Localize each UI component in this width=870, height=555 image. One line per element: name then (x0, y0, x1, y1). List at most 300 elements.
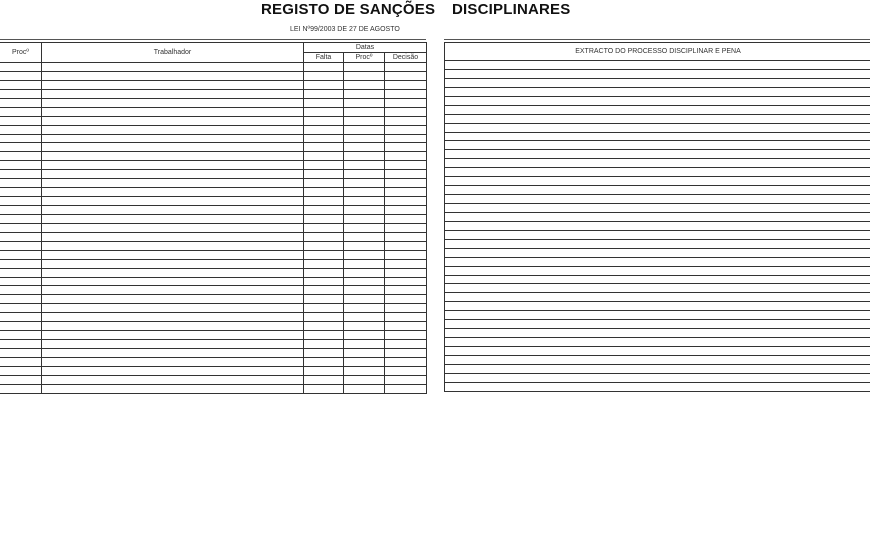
cell-decisao (385, 232, 427, 241)
cell-decisao (385, 357, 427, 366)
cell-falta (304, 241, 344, 250)
cell-proc-date (344, 375, 385, 384)
cell-extract (445, 221, 870, 230)
cell-proc-date (344, 161, 385, 170)
cell-extract (445, 212, 870, 221)
cell-extract (445, 329, 870, 338)
cell-extract (445, 302, 870, 311)
cell-trabalhador (42, 250, 304, 259)
cell-proc-date (344, 331, 385, 340)
header-decisao: Decisão (385, 53, 427, 63)
cell-decisao (385, 286, 427, 295)
cell-trabalhador (42, 179, 304, 188)
cell-decisao (385, 304, 427, 313)
cell-decisao (385, 375, 427, 384)
cell-decisao (385, 63, 427, 72)
cell-trabalhador (42, 331, 304, 340)
cell-decisao (385, 313, 427, 322)
register-row (0, 63, 427, 72)
cell-decisao (385, 295, 427, 304)
extract-row (445, 96, 870, 105)
cell-falta (304, 322, 344, 331)
cell-decisao (385, 161, 427, 170)
cell-extract (445, 311, 870, 320)
cell-proc (0, 63, 42, 72)
cell-decisao (385, 241, 427, 250)
cell-trabalhador (42, 206, 304, 215)
cell-trabalhador (42, 188, 304, 197)
cell-trabalhador (42, 170, 304, 179)
cell-proc-date (344, 241, 385, 250)
cell-falta (304, 223, 344, 232)
register-row (0, 214, 427, 223)
cell-decisao (385, 107, 427, 116)
extract-row (445, 311, 870, 320)
cell-decisao (385, 116, 427, 125)
cell-extract (445, 204, 870, 213)
cell-falta (304, 286, 344, 295)
header-extracto: EXTRACTO DO PROCESSO DISCIPLINAR E PENA (445, 43, 870, 61)
register-row (0, 152, 427, 161)
extract-row (445, 230, 870, 239)
cell-falta (304, 250, 344, 259)
cell-extract (445, 159, 870, 168)
cell-proc-date (344, 170, 385, 179)
cell-trabalhador (42, 286, 304, 295)
extract-row (445, 195, 870, 204)
extract-row (445, 373, 870, 382)
cell-decisao (385, 366, 427, 375)
cell-proc (0, 80, 42, 89)
cell-decisao (385, 206, 427, 215)
cell-proc (0, 286, 42, 295)
cell-falta (304, 107, 344, 116)
cell-proc-date (344, 63, 385, 72)
cell-proc (0, 71, 42, 80)
cell-proc-date (344, 322, 385, 331)
cell-proc (0, 340, 42, 349)
register-row (0, 134, 427, 143)
cell-proc (0, 170, 42, 179)
extract-row (445, 204, 870, 213)
cell-falta (304, 89, 344, 98)
cell-proc-date (344, 366, 385, 375)
cell-trabalhador (42, 197, 304, 206)
cell-falta (304, 232, 344, 241)
register-row (0, 188, 427, 197)
cell-proc-date (344, 134, 385, 143)
cell-proc-date (344, 206, 385, 215)
cell-extract (445, 382, 870, 391)
cell-proc (0, 197, 42, 206)
header-proc: Procº (0, 43, 42, 63)
cell-decisao (385, 322, 427, 331)
header-trabalhador: Trabalhador (42, 43, 304, 63)
register-row (0, 259, 427, 268)
extract-row (445, 293, 870, 302)
cell-trabalhador (42, 313, 304, 322)
cell-trabalhador (42, 161, 304, 170)
cell-proc (0, 116, 42, 125)
cell-extract (445, 168, 870, 177)
extract-row (445, 105, 870, 114)
cell-decisao (385, 152, 427, 161)
cell-proc (0, 313, 42, 322)
cell-proc-date (344, 250, 385, 259)
title-disciplinares: DISCIPLINARES (452, 1, 571, 18)
cell-proc-date (344, 89, 385, 98)
cell-falta (304, 63, 344, 72)
cell-trabalhador (42, 116, 304, 125)
cell-proc-date (344, 232, 385, 241)
cell-proc (0, 259, 42, 268)
extract-row (445, 320, 870, 329)
cell-falta (304, 375, 344, 384)
cell-decisao (385, 259, 427, 268)
cell-trabalhador (42, 322, 304, 331)
cell-proc-date (344, 116, 385, 125)
cell-falta (304, 143, 344, 152)
cell-decisao (385, 197, 427, 206)
extract-row (445, 78, 870, 87)
cell-proc (0, 375, 42, 384)
register-row (0, 357, 427, 366)
register-row (0, 80, 427, 89)
cell-proc-date (344, 349, 385, 358)
cell-proc (0, 152, 42, 161)
cell-proc-date (344, 125, 385, 134)
cell-trabalhador (42, 295, 304, 304)
cell-falta (304, 340, 344, 349)
register-row (0, 206, 427, 215)
cell-extract (445, 266, 870, 275)
cell-extract (445, 257, 870, 266)
cell-proc-date (344, 80, 385, 89)
cell-decisao (385, 98, 427, 107)
extract-row (445, 177, 870, 186)
extract-row (445, 61, 870, 70)
extract-row (445, 275, 870, 284)
cell-proc-date (344, 268, 385, 277)
cell-decisao (385, 277, 427, 286)
cell-falta (304, 277, 344, 286)
cell-proc (0, 107, 42, 116)
cell-proc (0, 89, 42, 98)
cell-proc-date (344, 98, 385, 107)
cell-proc (0, 304, 42, 313)
cell-extract (445, 114, 870, 123)
cell-proc-date (344, 357, 385, 366)
cell-falta (304, 295, 344, 304)
cell-proc (0, 232, 42, 241)
register-row (0, 331, 427, 340)
cell-decisao (385, 349, 427, 358)
extract-row (445, 347, 870, 356)
cell-decisao (385, 89, 427, 98)
cell-trabalhador (42, 214, 304, 223)
cell-proc (0, 384, 42, 393)
cell-extract (445, 87, 870, 96)
cell-falta (304, 116, 344, 125)
cell-extract (445, 284, 870, 293)
register-row (0, 241, 427, 250)
cell-proc-date (344, 71, 385, 80)
cell-falta (304, 71, 344, 80)
cell-proc (0, 331, 42, 340)
cell-falta (304, 304, 344, 313)
extract-row (445, 364, 870, 373)
extract-row (445, 159, 870, 168)
extract-row (445, 132, 870, 141)
cell-decisao (385, 331, 427, 340)
left-header-row-1 (0, 43, 427, 53)
cell-proc (0, 322, 42, 331)
register-row (0, 170, 427, 179)
register-row (0, 375, 427, 384)
cell-falta (304, 214, 344, 223)
cell-extract (445, 195, 870, 204)
cell-falta (304, 170, 344, 179)
cell-proc (0, 134, 42, 143)
cell-trabalhador (42, 232, 304, 241)
register-row (0, 179, 427, 188)
cell-trabalhador (42, 80, 304, 89)
header-proc-date: Procº (344, 53, 385, 63)
cell-proc-date (344, 107, 385, 116)
cell-proc-date (344, 277, 385, 286)
cell-decisao (385, 80, 427, 89)
cell-extract (445, 141, 870, 150)
cell-trabalhador (42, 304, 304, 313)
cell-proc (0, 295, 42, 304)
extract-row (445, 266, 870, 275)
sanctions-register-table (0, 42, 427, 394)
cell-extract (445, 230, 870, 239)
cell-extract (445, 293, 870, 302)
extract-row (445, 329, 870, 338)
cell-decisao (385, 250, 427, 259)
register-row (0, 197, 427, 206)
cell-trabalhador (42, 152, 304, 161)
title-registo-de-sancoes: REGISTO DE SANÇÕES (261, 1, 436, 18)
extract-row (445, 338, 870, 347)
cell-extract (445, 177, 870, 186)
register-row (0, 268, 427, 277)
cell-proc-date (344, 259, 385, 268)
cell-decisao (385, 71, 427, 80)
extract-row (445, 141, 870, 150)
cell-falta (304, 384, 344, 393)
top-frame-line-left (0, 39, 426, 40)
extract-row (445, 212, 870, 221)
cell-decisao (385, 223, 427, 232)
cell-trabalhador (42, 268, 304, 277)
extract-row (445, 87, 870, 96)
cell-proc (0, 161, 42, 170)
extract-row (445, 355, 870, 364)
cell-trabalhador (42, 357, 304, 366)
register-row (0, 143, 427, 152)
cell-trabalhador (42, 125, 304, 134)
cell-extract (445, 320, 870, 329)
extract-row (445, 186, 870, 195)
register-row (0, 286, 427, 295)
cell-trabalhador (42, 375, 304, 384)
cell-falta (304, 259, 344, 268)
cell-decisao (385, 170, 427, 179)
register-row (0, 107, 427, 116)
extract-row (445, 123, 870, 132)
cell-proc (0, 366, 42, 375)
cell-falta (304, 152, 344, 161)
register-row (0, 232, 427, 241)
cell-trabalhador (42, 134, 304, 143)
extract-row (445, 69, 870, 78)
extract-row (445, 382, 870, 391)
register-row (0, 384, 427, 393)
extract-row (445, 221, 870, 230)
register-row (0, 366, 427, 375)
process-extract-table (444, 42, 870, 392)
register-row (0, 322, 427, 331)
cell-extract (445, 355, 870, 364)
cell-extract (445, 364, 870, 373)
cell-extract (445, 105, 870, 114)
cell-trabalhador (42, 223, 304, 232)
cell-trabalhador (42, 259, 304, 268)
extract-row (445, 114, 870, 123)
cell-proc (0, 268, 42, 277)
cell-proc (0, 277, 42, 286)
register-row (0, 304, 427, 313)
cell-proc-date (344, 304, 385, 313)
cell-proc-date (344, 214, 385, 223)
cell-extract (445, 69, 870, 78)
top-frame-line-right (444, 39, 870, 40)
cell-proc-date (344, 188, 385, 197)
cell-extract (445, 338, 870, 347)
register-row (0, 277, 427, 286)
cell-proc-date (344, 313, 385, 322)
cell-trabalhador (42, 89, 304, 98)
cell-extract (445, 373, 870, 382)
cell-proc (0, 206, 42, 215)
extract-row (445, 257, 870, 266)
cell-extract (445, 186, 870, 195)
register-row (0, 349, 427, 358)
cell-trabalhador (42, 384, 304, 393)
cell-extract (445, 150, 870, 159)
cell-falta (304, 197, 344, 206)
extract-row (445, 248, 870, 257)
cell-decisao (385, 384, 427, 393)
cell-falta (304, 357, 344, 366)
cell-proc (0, 143, 42, 152)
cell-decisao (385, 340, 427, 349)
cell-decisao (385, 188, 427, 197)
cell-extract (445, 239, 870, 248)
cell-proc (0, 125, 42, 134)
cell-extract (445, 123, 870, 132)
cell-falta (304, 349, 344, 358)
register-row (0, 71, 427, 80)
register-row (0, 116, 427, 125)
header-falta: Falta (304, 53, 344, 63)
cell-proc (0, 179, 42, 188)
cell-falta (304, 179, 344, 188)
cell-trabalhador (42, 63, 304, 72)
cell-extract (445, 248, 870, 257)
cell-extract (445, 78, 870, 87)
law-reference: LEI Nº99/2003 DE 27 DE AGOSTO (290, 26, 400, 33)
cell-trabalhador (42, 143, 304, 152)
cell-proc (0, 349, 42, 358)
register-row (0, 250, 427, 259)
extract-row (445, 168, 870, 177)
register-row (0, 125, 427, 134)
cell-falta (304, 188, 344, 197)
cell-trabalhador (42, 107, 304, 116)
cell-proc-date (344, 143, 385, 152)
cell-trabalhador (42, 241, 304, 250)
cell-decisao (385, 134, 427, 143)
cell-proc-date (344, 223, 385, 232)
cell-proc (0, 223, 42, 232)
cell-falta (304, 206, 344, 215)
register-row (0, 89, 427, 98)
cell-falta (304, 134, 344, 143)
cell-decisao (385, 179, 427, 188)
register-row (0, 313, 427, 322)
cell-proc-date (344, 384, 385, 393)
cell-trabalhador (42, 366, 304, 375)
cell-proc (0, 357, 42, 366)
cell-proc (0, 214, 42, 223)
cell-falta (304, 80, 344, 89)
cell-extract (445, 347, 870, 356)
cell-decisao (385, 125, 427, 134)
register-row (0, 295, 427, 304)
cell-proc-date (344, 340, 385, 349)
cell-trabalhador (42, 71, 304, 80)
extract-row (445, 302, 870, 311)
cell-falta (304, 161, 344, 170)
cell-proc (0, 98, 42, 107)
register-row (0, 161, 427, 170)
register-row (0, 98, 427, 107)
cell-decisao (385, 143, 427, 152)
cell-proc (0, 241, 42, 250)
cell-proc-date (344, 286, 385, 295)
cell-trabalhador (42, 98, 304, 107)
cell-proc-date (344, 179, 385, 188)
cell-trabalhador (42, 277, 304, 286)
cell-trabalhador (42, 340, 304, 349)
cell-proc-date (344, 197, 385, 206)
cell-proc (0, 250, 42, 259)
register-row (0, 223, 427, 232)
cell-extract (445, 275, 870, 284)
extract-row (445, 284, 870, 293)
cell-proc (0, 188, 42, 197)
cell-extract (445, 132, 870, 141)
extract-row (445, 150, 870, 159)
cell-falta (304, 331, 344, 340)
header-datas: Datas (304, 43, 427, 53)
cell-falta (304, 125, 344, 134)
cell-falta (304, 366, 344, 375)
cell-trabalhador (42, 349, 304, 358)
